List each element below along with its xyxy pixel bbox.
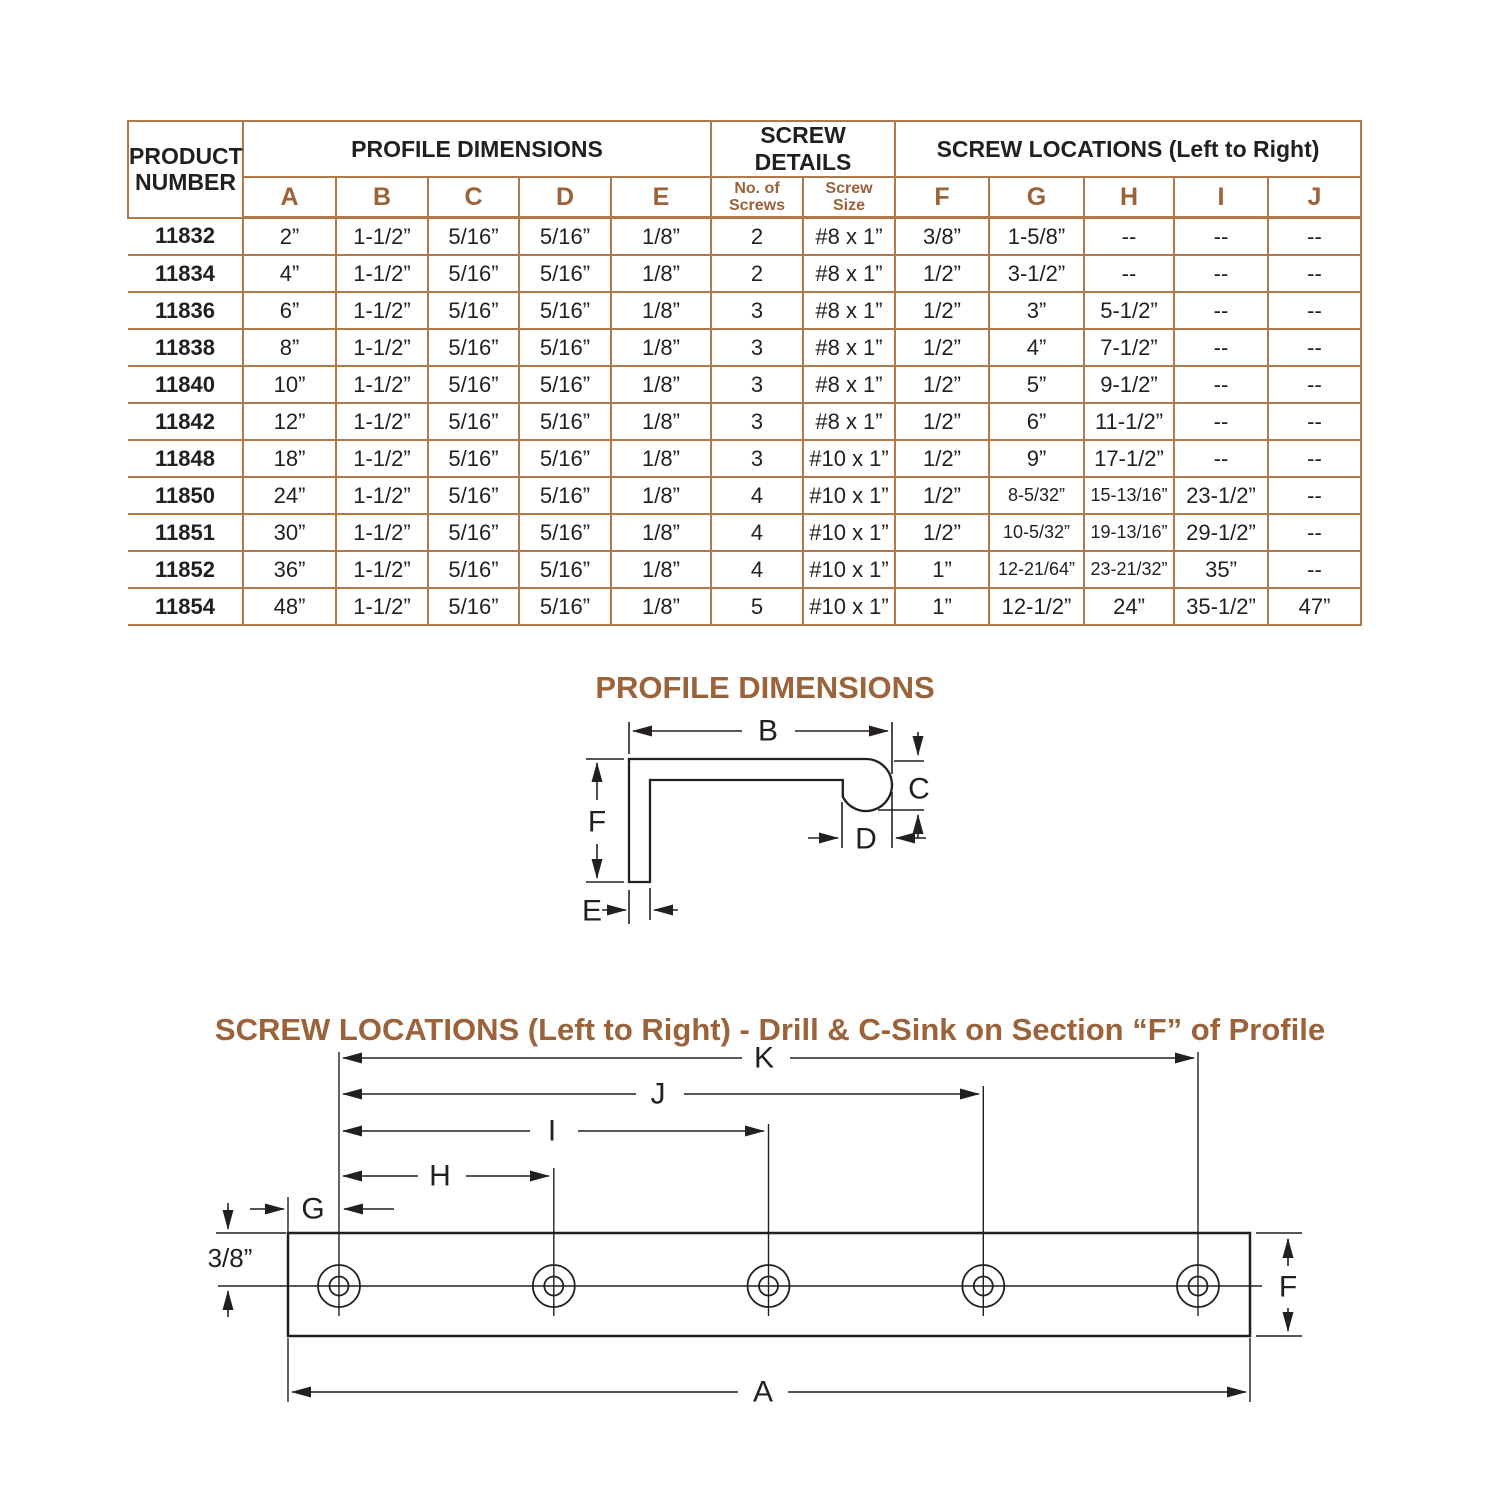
spec-cell: #10 x 1”: [803, 514, 895, 551]
spec-cell: #8 x 1”: [803, 366, 895, 403]
spec-cell: 1/2”: [895, 477, 989, 514]
group-header-row: [128, 121, 1361, 177]
spec-cell: 1/2”: [895, 440, 989, 477]
spec-cell: 9”: [989, 440, 1084, 477]
spec-cell: 5-1/2”: [1084, 292, 1174, 329]
spec-cell: 5/16”: [519, 329, 611, 366]
table-row: [128, 329, 1361, 366]
spec-cell: 3: [711, 440, 803, 477]
table-row: [128, 366, 1361, 403]
spec-cell: #8 x 1”: [803, 292, 895, 329]
product-number-cell: 11848: [128, 440, 243, 477]
spec-cell: 5/16”: [519, 366, 611, 403]
spec-cell: 5/16”: [519, 440, 611, 477]
spec-table-body: [128, 218, 1361, 626]
dim-label-j: J: [650, 1077, 666, 1111]
spec-cell: 5/16”: [428, 292, 519, 329]
dim-label-g: G: [301, 1192, 325, 1226]
col-header-h: H: [1084, 177, 1174, 218]
col-header-d: D: [519, 177, 611, 218]
spec-cell: 1-1/2”: [336, 329, 428, 366]
product-number-cell: 11840: [128, 366, 243, 403]
spec-cell: #10 x 1”: [803, 588, 895, 625]
spec-cell: 4”: [989, 329, 1084, 366]
dim-label-b: B: [757, 714, 779, 748]
spec-cell: 15-13/16”: [1084, 477, 1174, 514]
spec-cell: 3”: [989, 292, 1084, 329]
spec-cell: 35-1/2”: [1174, 588, 1268, 625]
spec-cell: 5/16”: [428, 477, 519, 514]
spec-cell: 1-1/2”: [336, 440, 428, 477]
spec-cell: --: [1268, 329, 1361, 366]
spec-cell: --: [1174, 366, 1268, 403]
spec-cell: 4”: [243, 255, 336, 292]
spec-cell: 2: [711, 218, 803, 256]
spec-cell: --: [1174, 255, 1268, 292]
dim-label-k: K: [753, 1041, 775, 1075]
product-number-cell: 11850: [128, 477, 243, 514]
spec-cell: 5/16”: [519, 514, 611, 551]
group-screw-locations: SCREW LOCATIONS (Left to Right): [895, 121, 1361, 177]
dim-label-i: I: [547, 1114, 557, 1148]
spec-cell: #8 x 1”: [803, 255, 895, 292]
spec-cell: 1/8”: [611, 255, 711, 292]
spec-cell: 1/8”: [611, 403, 711, 440]
spec-cell: 5/16”: [428, 440, 519, 477]
spec-cell: --: [1174, 329, 1268, 366]
col-header-e: E: [611, 177, 711, 218]
spec-cell: 5/16”: [519, 403, 611, 440]
spec-cell: #8 x 1”: [803, 329, 895, 366]
table-row: [128, 514, 1361, 551]
spec-table: [127, 120, 1362, 626]
spec-cell: --: [1268, 477, 1361, 514]
col-header-c: C: [428, 177, 519, 218]
spec-cell: 1-1/2”: [336, 477, 428, 514]
spec-cell: 48”: [243, 588, 336, 625]
spec-cell: --: [1268, 440, 1361, 477]
spec-cell: 23-1/2”: [1174, 477, 1268, 514]
spec-cell: 2”: [243, 218, 336, 256]
spec-cell: #10 x 1”: [803, 551, 895, 588]
dim-label-d: D: [855, 822, 877, 856]
col-header-i: I: [1174, 177, 1268, 218]
spec-cell: 7-1/2”: [1084, 329, 1174, 366]
spec-cell: 3-1/2”: [989, 255, 1084, 292]
spec-cell: 1/8”: [611, 477, 711, 514]
spec-cell: --: [1268, 551, 1361, 588]
product-number-cell: 11832: [128, 218, 243, 256]
spec-cell: 5: [711, 588, 803, 625]
dim-e: [582, 888, 678, 928]
dim-label-h: H: [429, 1159, 451, 1193]
spec-cell: 12”: [243, 403, 336, 440]
no-of-screws-line1: No. of: [734, 179, 780, 197]
product-number-cell: 11838: [128, 329, 243, 366]
spec-cell: 35”: [1174, 551, 1268, 588]
spec-cell: 18”: [243, 440, 336, 477]
group-profile-dimensions: PROFILE DIMENSIONS: [243, 121, 711, 177]
product-number-cell: 11834: [128, 255, 243, 292]
spec-cell: 10”: [243, 366, 336, 403]
spec-cell: 3: [711, 292, 803, 329]
col-header-no-of-screws: [711, 177, 803, 218]
spec-cell: 1/2”: [895, 329, 989, 366]
product-number-header: [128, 121, 243, 218]
spec-cell: 3: [711, 403, 803, 440]
spec-cell: 1/8”: [611, 329, 711, 366]
spec-cell: 5/16”: [428, 551, 519, 588]
spec-cell: 5/16”: [428, 329, 519, 366]
spec-cell: 1/2”: [895, 366, 989, 403]
spec-cell: 4: [711, 551, 803, 588]
spec-cell: #8 x 1”: [803, 403, 895, 440]
no-of-screws-line2: Screws: [728, 197, 786, 214]
spec-cell: 1/2”: [895, 255, 989, 292]
group-screw-details: SCREW DETAILS: [711, 121, 895, 177]
spec-cell: 23-21/32”: [1084, 551, 1174, 588]
screw-size-line1: Screw: [825, 179, 873, 197]
spec-cell: 1-1/2”: [336, 551, 428, 588]
table-row: [128, 255, 1361, 292]
dim-offset: [208, 1203, 286, 1317]
dim-a: [292, 1376, 1246, 1409]
spec-cell: --: [1084, 218, 1174, 256]
profile-dimensions-drawing: [560, 705, 1040, 945]
spec-cell: 4: [711, 514, 803, 551]
spec-cell: 36”: [243, 551, 336, 588]
spec-cell: 3: [711, 366, 803, 403]
product-number-cell: 11842: [128, 403, 243, 440]
spec-cell: --: [1268, 292, 1361, 329]
spec-cell: 5/16”: [519, 292, 611, 329]
spec-cell: 1/8”: [611, 292, 711, 329]
screw-size-line2: Size: [832, 197, 865, 214]
product-number-cell: 11851: [128, 514, 243, 551]
spec-cell: 1/8”: [611, 218, 711, 256]
spec-cell: 1”: [895, 551, 989, 588]
spec-cell: --: [1268, 403, 1361, 440]
dim-label-f-profile: F: [587, 805, 607, 839]
dim-k: [343, 1042, 1194, 1075]
spec-cell: 1”: [895, 588, 989, 625]
profile-dimensions-title: PROFILE DIMENSIONS: [595, 670, 935, 705]
table-row: [128, 218, 1361, 256]
spec-cell: --: [1084, 255, 1174, 292]
spec-cell: 11-1/2”: [1084, 403, 1174, 440]
col-header-g: G: [989, 177, 1084, 218]
dim-f-profile: [586, 759, 624, 882]
spec-cell: 3/8”: [895, 218, 989, 256]
col-header-a: A: [243, 177, 336, 218]
spec-cell: 5/16”: [428, 255, 519, 292]
spec-cell: 1/2”: [895, 514, 989, 551]
spec-cell: 5/16”: [519, 588, 611, 625]
screw-locations-drawing: [150, 1040, 1340, 1415]
spec-cell: 6”: [243, 292, 336, 329]
spec-cell: 1-1/2”: [336, 403, 428, 440]
spec-cell: --: [1268, 255, 1361, 292]
spec-cell: 5/16”: [428, 514, 519, 551]
profile-cross-section: [629, 759, 892, 882]
col-header-screw-size: [803, 177, 895, 218]
dim-label-e: E: [581, 894, 603, 928]
spec-cell: 29-1/2”: [1174, 514, 1268, 551]
dim-label-a: A: [752, 1375, 774, 1409]
table-row: [128, 440, 1361, 477]
spec-cell: --: [1174, 292, 1268, 329]
table-row: [128, 292, 1361, 329]
dim-label-f-bar: F: [1278, 1270, 1298, 1304]
spec-cell: 5/16”: [519, 218, 611, 256]
screw-locations-title: SCREW LOCATIONS (Left to Right) - Drill & C-Sink on Section “F” of Profile: [214, 1012, 1326, 1047]
spec-cell: #10 x 1”: [803, 440, 895, 477]
col-header-f: F: [895, 177, 989, 218]
product-number-cell: 11852: [128, 551, 243, 588]
spec-cell: 5/16”: [428, 403, 519, 440]
column-header-row: [128, 177, 1361, 218]
spec-cell: 1-1/2”: [336, 255, 428, 292]
table-row: [128, 551, 1361, 588]
table-row: [128, 588, 1361, 625]
spec-cell: 24”: [243, 477, 336, 514]
spec-cell: --: [1268, 366, 1361, 403]
dim-label-c: C: [908, 772, 930, 806]
spec-cell: 1-5/8”: [989, 218, 1084, 256]
spec-cell: 5/16”: [428, 366, 519, 403]
spec-cell: --: [1174, 440, 1268, 477]
spec-cell: 47”: [1268, 588, 1361, 625]
table-row: [128, 477, 1361, 514]
spec-cell: 1/8”: [611, 551, 711, 588]
dim-g: [250, 1193, 394, 1226]
spec-cell: 5/16”: [428, 218, 519, 256]
spec-cell: 24”: [1084, 588, 1174, 625]
spec-cell: 12-21/64”: [989, 551, 1084, 588]
spec-cell: 1/2”: [895, 292, 989, 329]
spec-cell: 4: [711, 477, 803, 514]
spec-cell: #10 x 1”: [803, 477, 895, 514]
spec-cell: 3: [711, 329, 803, 366]
spec-cell: 1/8”: [611, 514, 711, 551]
dim-f-bar: [1256, 1233, 1302, 1336]
spec-cell: 1/8”: [611, 440, 711, 477]
product-header-line2: NUMBER: [135, 169, 236, 196]
spec-cell: 9-1/2”: [1084, 366, 1174, 403]
spec-cell: 1/8”: [611, 366, 711, 403]
spec-cell: 5/16”: [519, 477, 611, 514]
spec-cell: 6”: [989, 403, 1084, 440]
dim-i: [343, 1115, 764, 1148]
spec-cell: 12-1/2”: [989, 588, 1084, 625]
spec-cell: 5”: [989, 366, 1084, 403]
spec-cell: 10-5/32”: [989, 514, 1084, 551]
dim-j: [343, 1078, 979, 1111]
product-number-cell: 11854: [128, 588, 243, 625]
spec-cell: 2: [711, 255, 803, 292]
product-header-line1: PRODUCT: [129, 142, 243, 169]
spec-cell: --: [1174, 403, 1268, 440]
spec-cell: 17-1/2”: [1084, 440, 1174, 477]
product-number-cell: 11836: [128, 292, 243, 329]
spec-cell: --: [1268, 218, 1361, 256]
dim-h: [343, 1160, 549, 1193]
spec-cell: --: [1174, 218, 1268, 256]
spec-cell: 8-5/32”: [989, 477, 1084, 514]
spec-cell: 1/8”: [611, 588, 711, 625]
spec-cell: 1-1/2”: [336, 292, 428, 329]
dim-label-offset: 3/8”: [207, 1243, 253, 1273]
spec-cell: 5/16”: [428, 588, 519, 625]
spec-cell: --: [1268, 514, 1361, 551]
spec-cell: 1-1/2”: [336, 218, 428, 256]
col-header-j: J: [1268, 177, 1361, 218]
extension-lines: [288, 1052, 1250, 1402]
spec-cell: #8 x 1”: [803, 218, 895, 256]
spec-cell: 5/16”: [519, 255, 611, 292]
spec-cell: 8”: [243, 329, 336, 366]
spec-cell: 30”: [243, 514, 336, 551]
table-row: [128, 403, 1361, 440]
col-header-b: B: [336, 177, 428, 218]
spec-cell: 1-1/2”: [336, 366, 428, 403]
spec-cell: 5/16”: [519, 551, 611, 588]
spec-cell: 1-1/2”: [336, 588, 428, 625]
spec-cell: 1-1/2”: [336, 514, 428, 551]
spec-cell: 19-13/16”: [1084, 514, 1174, 551]
spec-cell: 1/2”: [895, 403, 989, 440]
